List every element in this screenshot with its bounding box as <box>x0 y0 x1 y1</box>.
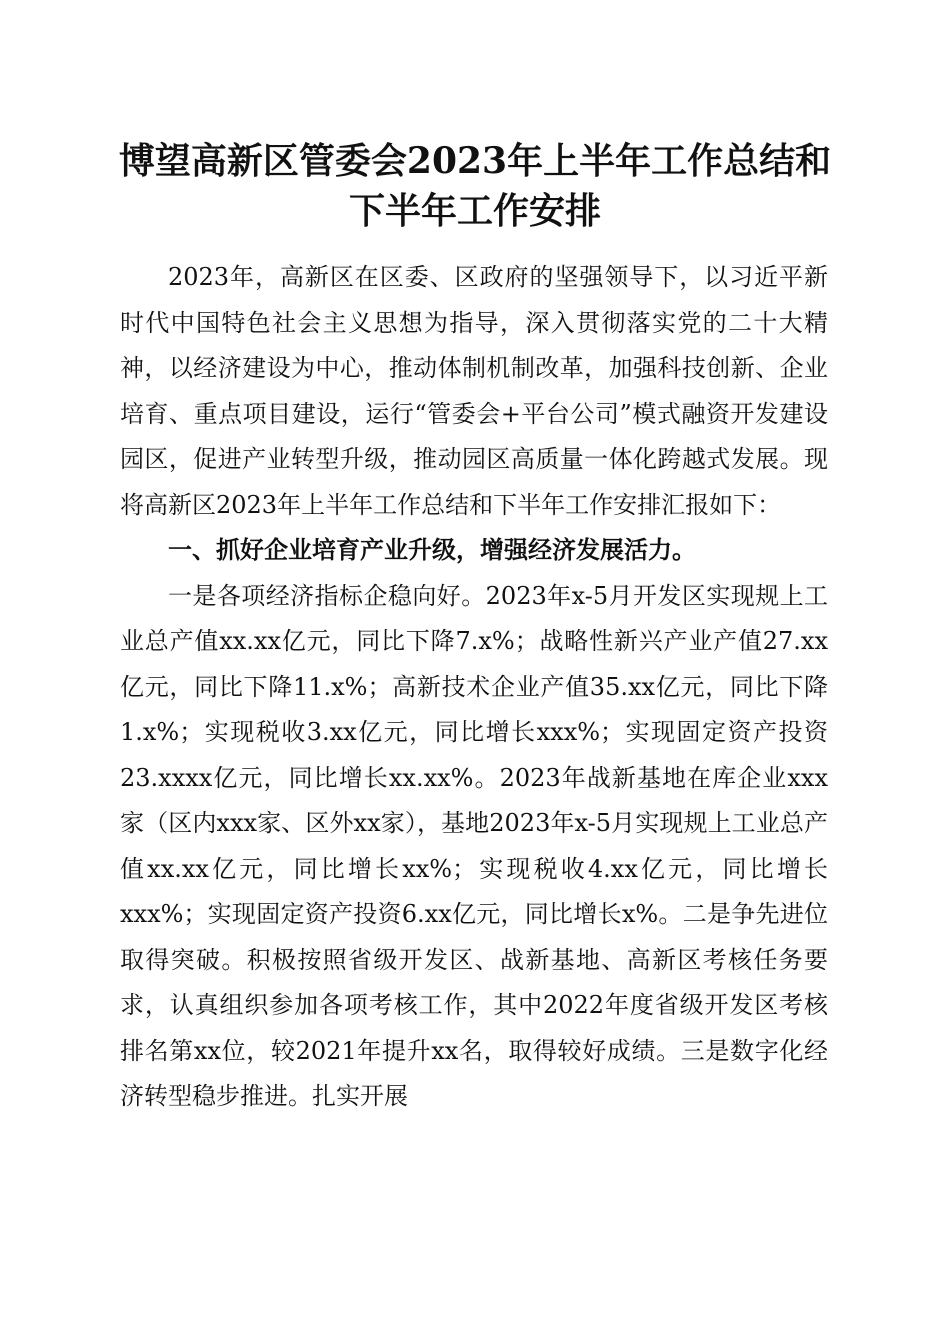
section-1-body: 2023年x-5月开发区实现规上工业总产值xx.xx亿元，同比下降7.x%；战略性新兴产业产值27.xx亿元，同比下降11.x%；高新技术企业产值35.xx亿元，同比下降1.x%；实现税收3.xx亿元，同比增长xxx%；实现固定资产投资23.xxxx亿元，同比增长xx.xx%。2023年战新基地在库企业xxx家（区内xxx家、区外xx家），基地2023年x-5月实现规上工业总产值xx.xx亿元，同比增长xx%；实现税收4.xx亿元，同比增长xxx%；实现固定资产投资6.xx亿元，同比增长x%。二是争先进位取得突破。积极按照省级开发区、战新基地、高新区考核任务要求，认真组织参加各项考核工作，其中2022年度省级开发区考核排名第xx位，较2021年提升xx名，取得较好成绩。三是数字化经济转型稳步推进。扎实开展 <box>120 581 829 1110</box>
intro-paragraph: 2023年，高新区在区委、区政府的坚强领导下，以习近平新时代中国特色社会主义思想为指导，深入贯彻落实党的二十大精神，以经济建设为中心，推动体制机制改革，加强科技创新、企业培育、重点项目建设，运行“管委会+平台公司”模式融资开发建设园区，促进产业转型升级，推动园区高质量一体化跨越式发展。现将高新区2023年上半年工作总结和下半年工作安排汇报如下： <box>120 263 828 519</box>
document-title-line-1: 博望高新区管委会2023年上半年工作总结和 <box>118 140 832 182</box>
document-body <box>120 255 828 1120</box>
section-1-lead: 一是各项经济指标企稳向好。 <box>168 581 486 610</box>
document-title-line-2: 下半年工作安排 <box>348 190 601 232</box>
section-1-paragraph <box>120 574 828 1120</box>
section-1-heading: 一、抓好企业培育产业升级，增强经济发展活力。 <box>168 536 696 564</box>
